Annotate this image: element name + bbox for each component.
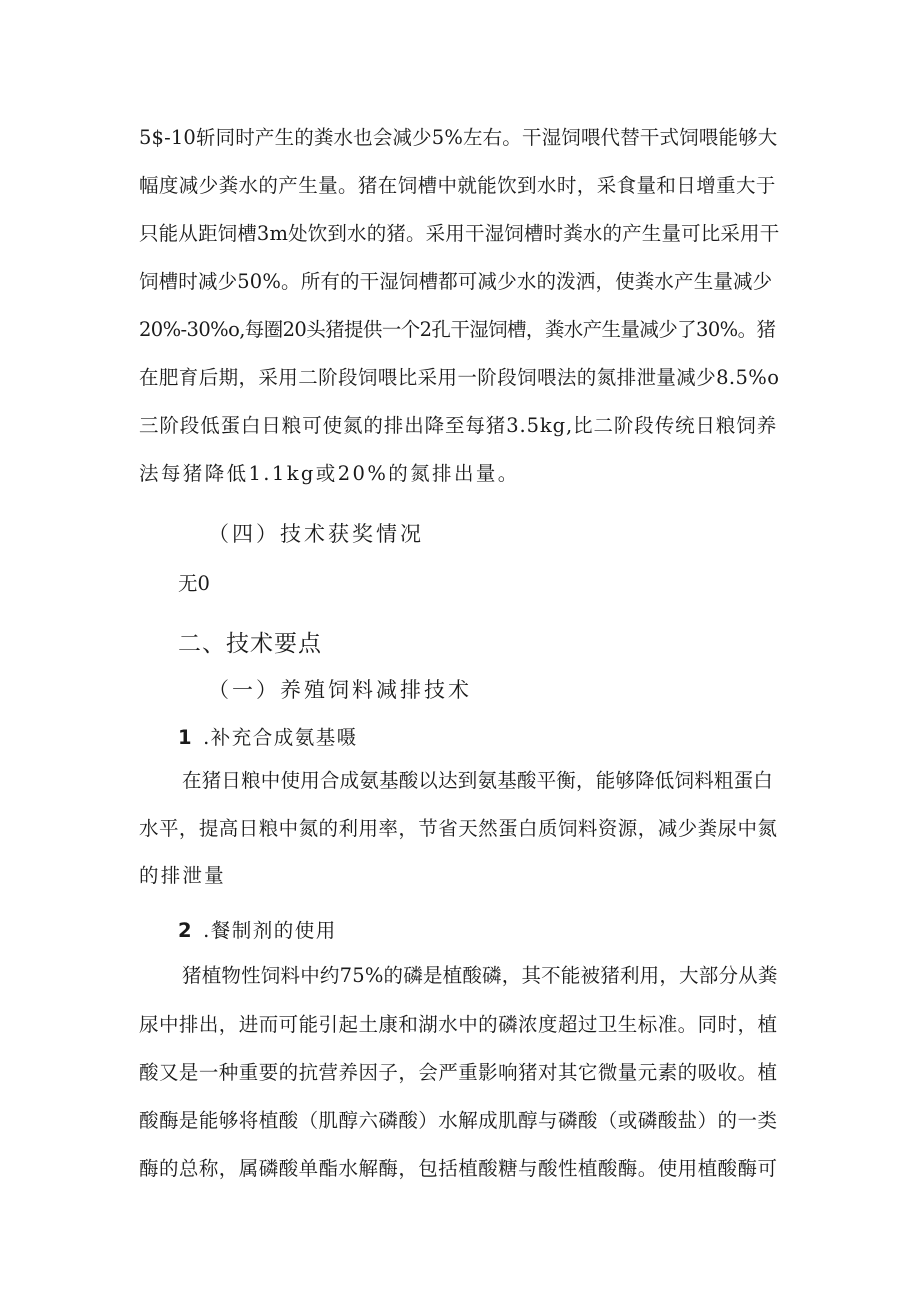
item-number: 1 [178,726,194,749]
section-heading-key-points: 二、技术要点 [178,631,322,657]
text-line: 幅度减少粪水的产生量。猪在饲槽中就能饮到水时，采食量和日增重大于 [139,174,776,197]
text-line: 在猪日粮中使用合成氨基酸以达到氨基酸平衡，能够降低饲料粗蛋白 [182,769,774,792]
item-heading-enzymes [178,915,337,943]
text-line: 猪植物性饲料中约75%的磷是植酸磷，其不能被猪利用，大部分从粪 [182,964,778,987]
item-title: .餐制剂的使用 [203,919,337,942]
text-line: 只能从距饲槽3m处饮到水的猪。采用干湿饲槽时粪水的产生量可比采用干 [139,222,780,245]
subsection-heading-feed-reduction: （一）养殖饲料减排技术 [208,678,472,702]
text-line: 20%-30%o,每圈20头猪提供一个2孔干湿饲槽，粪水产生量减少了30%。猪 [139,318,776,341]
section-heading-awards: （四）技术获奖情况 [208,522,424,546]
item-title: .补充合成氨基嗫 [203,726,358,749]
text-line: 法每猪降低1.1kg或20%的氮排出量。 [139,462,520,485]
text-line: 酶的总称，属磷酸单酯水解酶，包括植酸糖与酸性植酸酶。使用植酸酶可 [139,1157,778,1180]
awards-content: 无0 [178,572,210,595]
item-heading-amino-acids [178,722,358,750]
text-line: 的排泄量 [139,864,226,887]
text-line: 饲槽时减少50%。所有的干湿饲槽都可减少水的泼洒，使粪水产生量减少 [139,270,773,293]
text-line: 在肥育后期，采用二阶段饲喂比采用一阶段饲喂法的氮排泄量减少8.5%o [139,366,780,389]
text-line: 酸又是一种重要的抗营养因子，会严重影响猪对其它微量元素的吸收。植 [139,1061,778,1084]
text-line: 三阶段低蛋白日粮可使氮的排出降至每猪3.5kg,比二阶段传统日粮饲养 [139,414,778,437]
text-line: 尿中排出，进而可能引起土康和湖水中的磷浓度超过卫生标准。同时，植 [139,1013,778,1036]
text-line: 水平，提高日粮中氮的利用率，节省天然蛋白质饲料资源，减少粪尿中氮 [139,817,778,840]
item-number: 2 [178,919,194,942]
text-line: 酸酶是能够将植酸（肌醇六磷酸）水解成肌醇与磷酸（或磷酸盐）的一类 [139,1109,778,1132]
text-line: 5$-10斩同时产生的粪水也会减少5%左右。干湿饲喂代替干式饲喂能够大 [139,126,778,149]
